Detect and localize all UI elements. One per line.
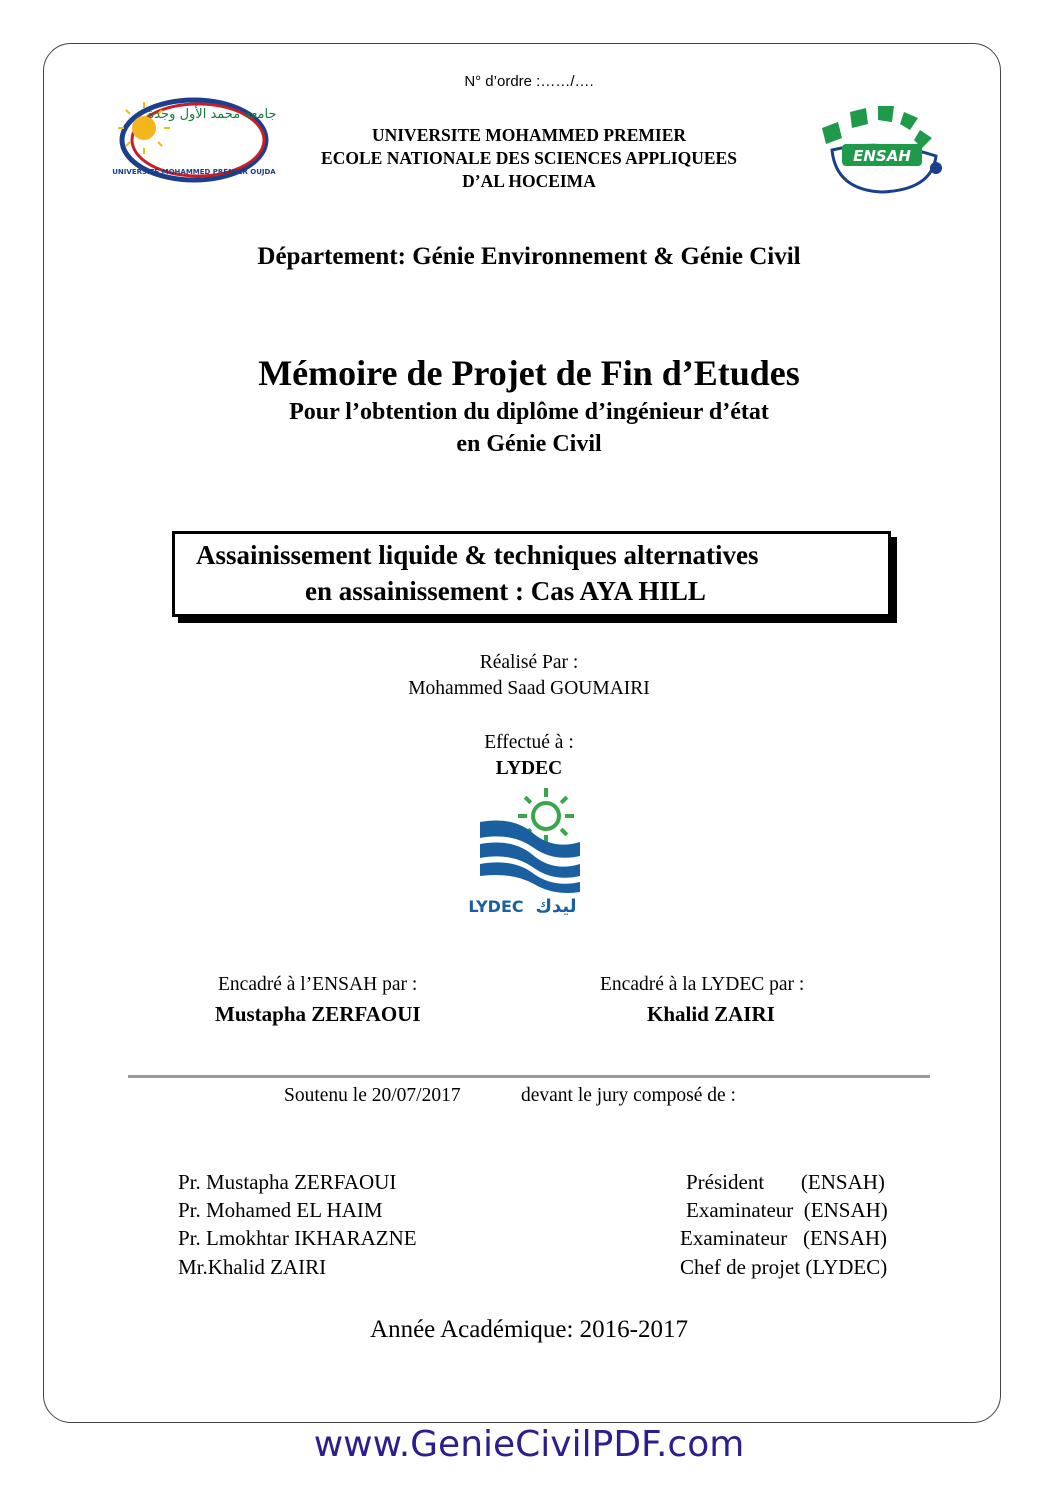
topic-line-2: en assainissement : Cas AYA HILL bbox=[305, 576, 706, 606]
department: Département: Génie Environnement & Génie Civil bbox=[257, 243, 801, 270]
jury-member-2-role: Examinateur (ENSAH) bbox=[686, 1198, 888, 1222]
jury-member-2-name: Pr. Mohamed EL HAIM bbox=[178, 1198, 383, 1222]
lydec-logo-arabic: ليدك bbox=[535, 896, 577, 917]
jury-member-1-name: Pr. Mustapha ZERFAOUI bbox=[178, 1170, 397, 1194]
author-name: Mohammed Saad GOUMAIRI bbox=[408, 678, 650, 699]
jury-member-3-name: Pr. Lmokhtar IKHARAZNE bbox=[178, 1226, 417, 1250]
defense-date: Soutenu le 20/07/2017 bbox=[284, 1085, 461, 1106]
defense-jury-intro: devant le jury composé de : bbox=[521, 1085, 736, 1106]
memoir-subtitle bbox=[0, 396, 1058, 460]
university-line-2: ECOLE NATIONALE DES SCIENCES APPLIQUEES bbox=[321, 148, 737, 168]
university-line-1: UNIVERSITE MOHAMMED PREMIER bbox=[371, 125, 687, 145]
host-name: LYDEC bbox=[495, 758, 563, 779]
ensah-supervisor-name: Mustapha ZERFAOUI bbox=[215, 1002, 421, 1026]
university-line-3: D’AL HOCEIMA bbox=[462, 171, 596, 191]
academic-year: Année Académique: 2016-2017 bbox=[370, 1316, 688, 1343]
memoir-subtitle-line-1: Pour l’obtention du diplôme d’ingénieur d’état bbox=[289, 399, 769, 425]
ensah-supervisor-label: Encadré à l’ENSAH par : bbox=[218, 974, 418, 995]
memoir-subtitle-line-2: en Génie Civil bbox=[456, 431, 602, 457]
separator bbox=[128, 1075, 930, 1078]
university-logo-arabic: جامعة محمد الأول وجدة bbox=[147, 107, 277, 122]
jury-member-4-name: Mr.Khalid ZAIRI bbox=[178, 1255, 327, 1279]
ensah-logo-text: ENSAH bbox=[853, 147, 911, 165]
university-logo-latin: UNIVERSITE MOHAMMED PREMIER OUJDA bbox=[112, 168, 276, 176]
lydec-supervisor-name: Khalid ZAIRI bbox=[647, 1002, 775, 1026]
jury-member-4-role: Chef de projet (LYDEC) bbox=[680, 1255, 888, 1279]
ensah-logo bbox=[812, 98, 952, 198]
lydec-supervisor-label: Encadré à la LYDEC par : bbox=[600, 974, 805, 995]
lydec-logo-text: LYDEC bbox=[468, 897, 524, 916]
watermark-link[interactable]: www.GenieCivilPDF.com bbox=[313, 1424, 745, 1465]
lydec-logo bbox=[468, 786, 586, 918]
order-number: N° d’ordre :……/…. bbox=[464, 73, 594, 90]
jury-member-3-role: Examinateur (ENSAH) bbox=[680, 1226, 888, 1250]
author-label: Réalisé Par : bbox=[479, 652, 579, 673]
memoir-title: Mémoire de Projet de Fin d’Etudes bbox=[258, 353, 800, 393]
host-label: Effectué à : bbox=[484, 732, 574, 753]
topic-line-1: Assainissement liquide & techniques alternatives bbox=[196, 540, 759, 570]
jury-member-1-role: Président (ENSAH) bbox=[686, 1170, 885, 1194]
